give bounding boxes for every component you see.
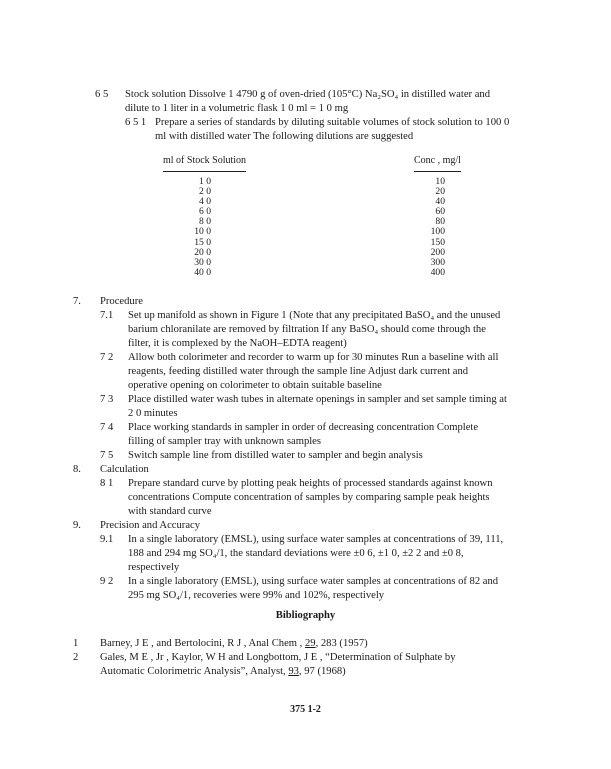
paragraph-line: Allow both colorimeter and recorder to warm up for 30 minutes Run a baseline with all [128, 352, 499, 363]
table-header-conc: Conc , mg/l [414, 154, 461, 172]
reference-entry-line: Automatic Colorimetric Analysis”, Analyst, 93, 97 (1968) [100, 666, 346, 677]
item-number: 9 2 [100, 576, 114, 587]
table-cell: 60 [435, 206, 445, 218]
item-number: 7 2 [100, 352, 114, 363]
table-cell: 2 0 [199, 186, 211, 198]
table-cell: 30 0 [194, 256, 211, 268]
paragraph-line: 295 mg SO₄/1, recoveries were 99% and 102%, respectively [128, 590, 385, 601]
table-cell: 20 [435, 186, 445, 198]
reference-entry-line: Gales, M E , Jr , Kaylor, W H and Longbottom, J E , “Determination of Sulphate by [100, 652, 456, 663]
item-number: 7.1 [100, 310, 114, 321]
reference-entry: Barney, J E , and Bertolocini, R J , Anal Chem , 29, 283 (1957) [100, 638, 368, 649]
section-title: Procedure [100, 296, 143, 307]
paragraph-line: with standard curve [128, 506, 212, 517]
table-cell: 100 [430, 226, 445, 238]
paragraph-line: Place working standards in sampler in order of decreasing concentration Complete [128, 422, 479, 433]
table-cell: 80 [435, 216, 445, 228]
table-column-conc [425, 177, 445, 278]
table-column-stock-ml [185, 177, 211, 278]
reference-number: 2 [73, 652, 79, 663]
paragraph-line: Set up manifold as shown in Figure 1 (Note that any precipitated BaSO₄ and the unused [128, 310, 501, 321]
table-cell: 400 [430, 266, 445, 278]
table-cell: 6 0 [199, 206, 211, 218]
table-cell: 40 0 [194, 266, 211, 278]
table-cell: 20 0 [194, 246, 211, 258]
item-number: 7 4 [100, 422, 114, 433]
item-number: 9.1 [100, 534, 114, 545]
table-cell: 10 [435, 176, 445, 187]
paragraph-line: Stock solution Dissolve 1 4790 g of oven-dried (105°C) Na₂SO₄ in distilled water and [125, 89, 490, 100]
bibliography-title: Bibliography [275, 610, 336, 621]
table-cell: 40 [435, 196, 445, 208]
paragraph-line: operative opening on colorimeter to obtain suitable baseline [128, 380, 382, 391]
section-number: 7. [73, 296, 81, 307]
paragraph-line: filling of sampler tray with unknown samples [128, 436, 322, 447]
table-header-stock: ml of Stock Solution [163, 154, 246, 172]
section-number: 6 5 [95, 89, 109, 100]
paragraph-line: In a single laboratory (EMSL), using surface water samples at concentrations of 39, 111, [128, 534, 504, 545]
paragraph-line: filter, it is complexed by the NaOH–EDTA reagent) [128, 338, 347, 349]
table-cell: 300 [430, 256, 445, 268]
table-cell: 15 0 [194, 236, 211, 248]
paragraph-line: barium chloranilate are removed by filtration If any BaSO₄ should come through the [128, 324, 486, 335]
page-number: 375 1-2 [290, 704, 321, 715]
paragraph-line: concentrations Compute concentration of samples by comparing sample peak heights [128, 492, 490, 503]
paragraph-line: Prepare a series of standards by diluting suitable volumes of stock solution to 100 0 [155, 117, 510, 128]
table-cell: 4 0 [199, 196, 211, 208]
table-cell: 1 0 [199, 176, 211, 187]
table-cell: 8 0 [199, 216, 211, 228]
paragraph-line: reagents, feeding distilled water through the sample line Adjust dark current and [128, 366, 469, 377]
paragraph-line: Place distilled water wash tubes in alternate openings in sampler and set sample timing at [128, 394, 507, 405]
table-cell: 200 [430, 246, 445, 258]
paragraph-line: 188 and 294 mg SO₄/1, the standard deviations were ±0 6, ±1 0, ±2 2 and ±0 8, [128, 548, 464, 559]
item-number: 8 1 [100, 478, 114, 489]
section-title: Calculation [100, 464, 149, 475]
paragraph-line: Prepare standard curve by plotting peak heights of processed standards against known [128, 478, 493, 489]
paragraph-line: In a single laboratory (EMSL), using surface water samples at concentrations of 82 and [128, 576, 499, 587]
paragraph-line: dilute to 1 liter in a volumetric flask 1 0 ml = 1 0 mg [125, 103, 349, 114]
section-number: 8. [73, 464, 81, 475]
reference-number: 1 [73, 638, 79, 649]
paragraph-line: ml with distilled water The following dilutions are suggested [155, 131, 414, 142]
paragraph-line: respectively [128, 562, 180, 573]
item-number: 7 3 [100, 394, 114, 405]
table-cell: 10 0 [194, 226, 211, 238]
subsection-number: 6 5 1 [125, 117, 147, 128]
paragraph-line: Switch sample line from distilled water to sampler and begin analysis [128, 450, 423, 461]
section-number: 9. [73, 520, 81, 531]
section-title: Precision and Accuracy [100, 520, 201, 531]
table-cell: 150 [430, 236, 445, 248]
paragraph-line: 2 0 minutes [128, 408, 178, 419]
item-number: 7 5 [100, 450, 114, 461]
